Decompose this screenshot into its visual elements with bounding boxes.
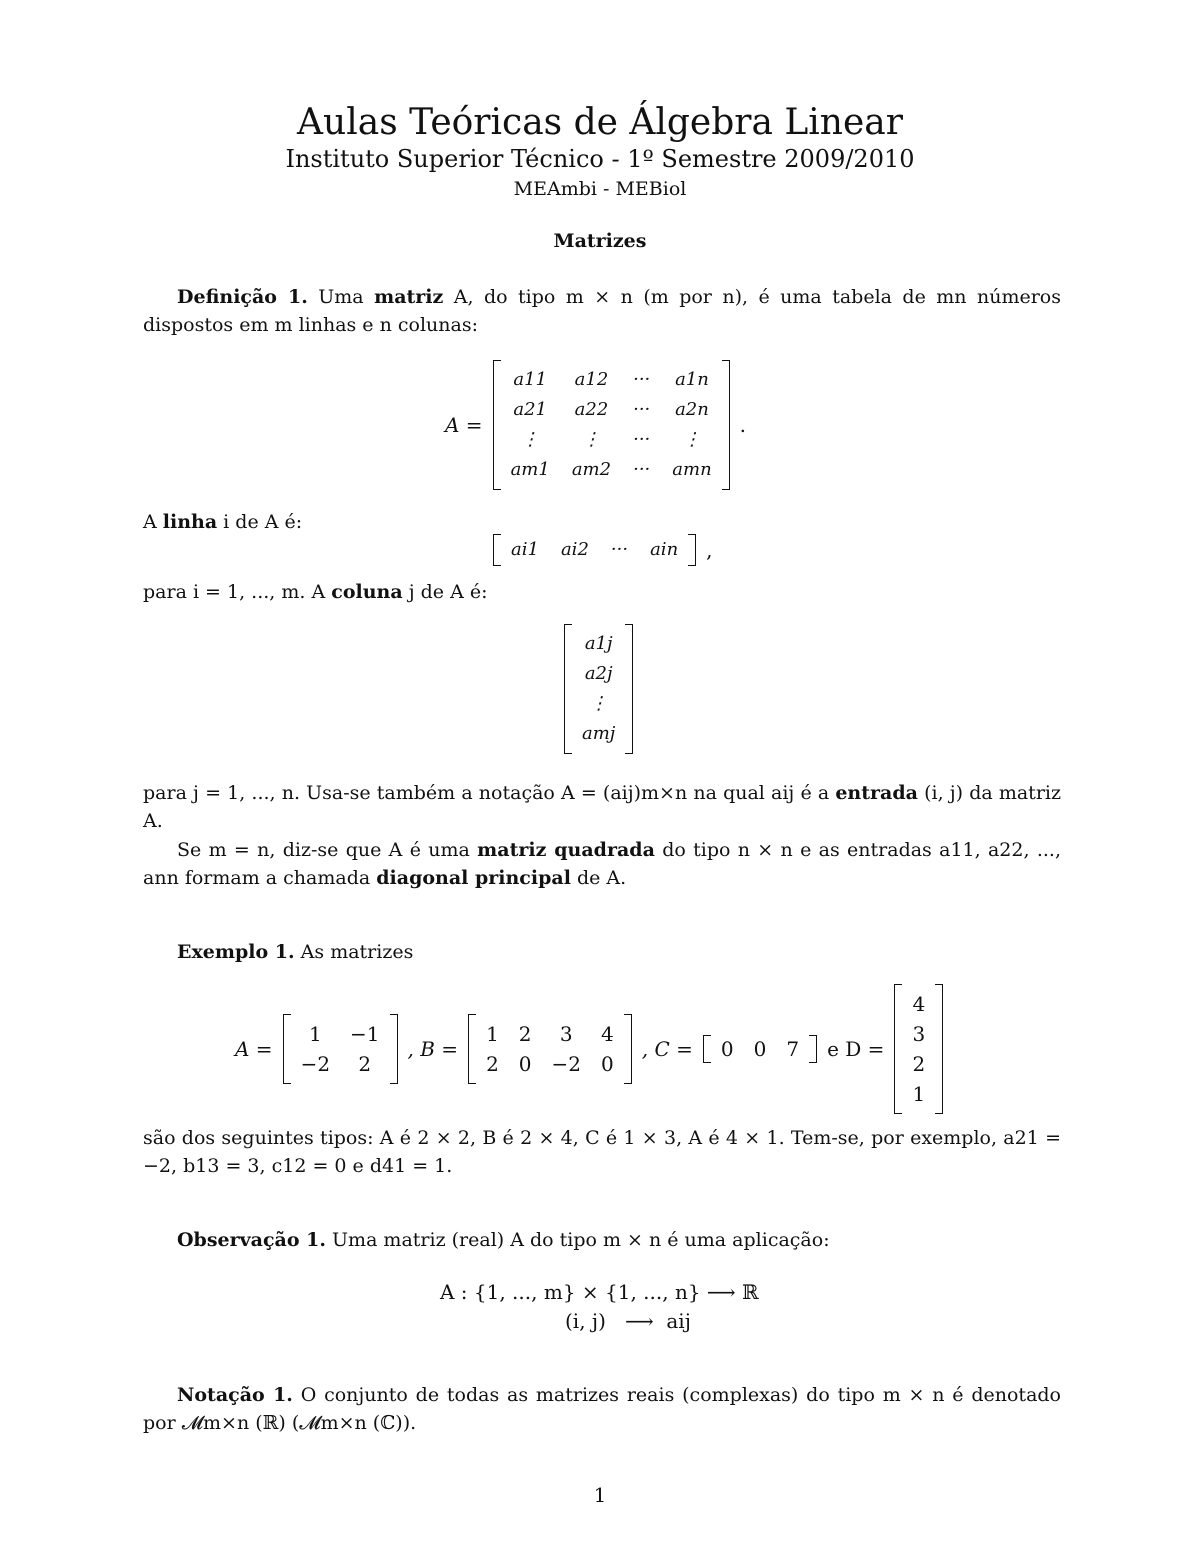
row-entry: ai1 bbox=[511, 539, 539, 560]
example-heading bbox=[143, 938, 1061, 966]
example-matrix-c bbox=[703, 1035, 817, 1063]
column-entry: amj bbox=[582, 723, 616, 744]
right-bracket bbox=[809, 1035, 817, 1063]
matrix-cell: am1 bbox=[510, 459, 550, 480]
square-text-a: Se m = n, diz-se que A é uma bbox=[177, 839, 478, 861]
matrix-cell: a22 bbox=[574, 399, 609, 420]
matrix-cell: 0 bbox=[753, 1037, 767, 1061]
left-bracket bbox=[493, 360, 501, 490]
right-bracket bbox=[625, 624, 633, 754]
row-entry: ai2 bbox=[560, 539, 589, 560]
notation-text: O conjunto de todas as matrizes reais (complexas) do tipo m × n é denotado por 𝓜m×n (ℝ) (𝓜m×n (ℂ)). bbox=[143, 1384, 1061, 1434]
matrix-cell: 1 bbox=[486, 1022, 499, 1046]
course-line: MEAmbi - MEBiol bbox=[513, 178, 687, 200]
left-bracket bbox=[894, 984, 902, 1114]
left-bracket bbox=[493, 534, 501, 566]
general-matrix-equation bbox=[440, 360, 751, 490]
document-title: Aulas Teóricas de Álgebra Linear bbox=[297, 102, 903, 143]
row-vector bbox=[488, 534, 718, 570]
row-entry: ain bbox=[650, 539, 679, 560]
row-text-a: A bbox=[143, 511, 163, 533]
example-c-lhs: , C = bbox=[641, 1037, 693, 1061]
matrix-cell: 1 bbox=[912, 1082, 926, 1106]
row-text-b: i de A é: bbox=[217, 511, 303, 533]
example-matrix-b bbox=[468, 1014, 632, 1084]
page-number: 1 bbox=[593, 1483, 607, 1507]
example-matrix-a bbox=[283, 1014, 398, 1084]
diagonal-term: diagonal principal bbox=[376, 867, 571, 889]
right-bracket bbox=[624, 1014, 632, 1084]
matrix-cell: ⋮ bbox=[521, 429, 540, 450]
section-title: Matrizes bbox=[553, 230, 647, 252]
notation-text-b: (i, j) da matriz A. bbox=[143, 782, 1061, 832]
matrix-cell: 0 bbox=[601, 1052, 614, 1076]
column-text-a: para i = 1, ..., m. A bbox=[143, 581, 332, 603]
row-matrix bbox=[493, 534, 696, 566]
matrix-cell: 2 bbox=[518, 1022, 532, 1046]
matrix-cell: 2 bbox=[912, 1052, 926, 1076]
example-conclusion: são dos seguintes tipos: A é 2 × 2, B é 2 × 4, C é 1 × 3, A é 4 × 1. Tem-se, por exemplo, a21 = −2, b13 = 3, c12 = 0 e d41 = 1. bbox=[143, 1127, 1061, 1177]
matrix-cell: −2 bbox=[551, 1052, 582, 1076]
row-term: linha bbox=[162, 511, 218, 533]
square-text-c: de A. bbox=[570, 867, 627, 889]
definition-term: matriz bbox=[374, 286, 444, 308]
left-bracket bbox=[468, 1014, 476, 1084]
definition-text-b: A, do tipo m × n (m por n), é uma tabela de mn números dispostos em m linhas e n colunas: bbox=[143, 286, 1061, 336]
matrix-cell: ⋮ bbox=[582, 429, 601, 450]
matrix-cell: a12 bbox=[574, 369, 609, 390]
matrix-cell: 7 bbox=[786, 1037, 800, 1061]
column-entry: a1j bbox=[584, 633, 613, 654]
definition-label: Definição 1. bbox=[177, 286, 308, 308]
notation-paragraph bbox=[143, 779, 1061, 835]
matrix-cell: −1 bbox=[350, 1022, 380, 1046]
example-b-lhs: , B = bbox=[407, 1037, 459, 1061]
row-entry: ··· bbox=[610, 539, 629, 560]
general-matrix bbox=[493, 360, 730, 490]
matrix-cell: 0 bbox=[720, 1037, 734, 1061]
matrix-cell: ··· bbox=[633, 459, 651, 480]
matrix-cell: a11 bbox=[513, 369, 548, 390]
notation-text-a: para j = 1, ..., n. Usa-se também a notação A = (aij)m×n na qual aij é a bbox=[143, 782, 836, 804]
column-definition bbox=[143, 578, 487, 606]
matrix-cell: −2 bbox=[300, 1052, 331, 1076]
matrix-cell: am2 bbox=[571, 459, 612, 480]
matrix-cell: amn bbox=[672, 459, 712, 480]
right-bracket bbox=[935, 984, 943, 1114]
right-bracket bbox=[688, 534, 696, 566]
column-matrix bbox=[564, 624, 633, 754]
matrix-cell: 3 bbox=[912, 1022, 926, 1046]
notation-term: entrada bbox=[835, 782, 918, 804]
example-matrix-d bbox=[894, 984, 943, 1114]
document-subtitle: Instituto Superior Técnico - 1º Semestre 2009/2010 bbox=[285, 145, 915, 173]
matrix-cell: 4 bbox=[601, 1022, 614, 1046]
definition-text-a: Uma bbox=[307, 286, 375, 308]
observation-text: Uma matriz (real) A do tipo m × n é uma aplicação: bbox=[326, 1229, 830, 1251]
row-trailing: , bbox=[706, 538, 713, 562]
example-d-lhs: e D = bbox=[827, 1037, 885, 1061]
definition-paragraph bbox=[143, 283, 1061, 339]
matrix-cell: ⋮ bbox=[682, 429, 701, 450]
left-bracket bbox=[564, 624, 572, 754]
matrix-cell: ··· bbox=[633, 429, 651, 450]
map-line-2: (i, j) ⟶ aij bbox=[565, 1309, 691, 1333]
matrix-cell: a2n bbox=[675, 399, 709, 420]
example-label: Exemplo 1. bbox=[177, 941, 295, 963]
square-term: matriz quadrada bbox=[477, 839, 655, 861]
column-term: coluna bbox=[331, 581, 403, 603]
right-bracket bbox=[390, 1014, 398, 1084]
example-matrices bbox=[230, 984, 990, 1114]
right-bracket bbox=[722, 360, 730, 490]
notation-definition bbox=[143, 1381, 1061, 1437]
left-bracket bbox=[283, 1014, 291, 1084]
matrix-cell: 2 bbox=[486, 1052, 499, 1076]
matrix-cell: 3 bbox=[559, 1022, 573, 1046]
matrix-a-trailing: . bbox=[739, 413, 747, 437]
example-a-lhs: A = bbox=[235, 1037, 273, 1061]
square-matrix-paragraph bbox=[143, 836, 1061, 892]
column-entry: ⋮ bbox=[589, 693, 608, 714]
map-line-1: A : {1, ..., m} × {1, ..., n} ⟶ ℝ bbox=[440, 1280, 759, 1304]
square-text-b: do tipo n × n e as entradas a11, a22, ..., ann formam a chamada bbox=[143, 839, 1061, 889]
example-intro: As matrizes bbox=[294, 941, 414, 963]
observation-label: Observação 1. bbox=[177, 1229, 326, 1251]
column-entry: a2j bbox=[584, 663, 613, 684]
notation-label: Notação 1. bbox=[177, 1384, 293, 1406]
matrix-cell: 2 bbox=[358, 1052, 372, 1076]
matrix-cell: ··· bbox=[633, 399, 651, 420]
left-bracket bbox=[703, 1035, 711, 1063]
row-definition bbox=[143, 508, 302, 536]
matrix-a-lhs: A = bbox=[445, 413, 483, 437]
matrix-cell: 4 bbox=[912, 992, 926, 1016]
column-vector bbox=[564, 624, 633, 754]
matrix-cell: 0 bbox=[518, 1052, 532, 1076]
matrix-cell: ··· bbox=[633, 369, 651, 390]
column-text-b: j de A é: bbox=[402, 581, 488, 603]
matrix-cell: a1n bbox=[675, 369, 709, 390]
observation-paragraph bbox=[143, 1226, 1061, 1254]
matrix-cell: 1 bbox=[308, 1022, 322, 1046]
matrix-cell: a21 bbox=[513, 399, 548, 420]
